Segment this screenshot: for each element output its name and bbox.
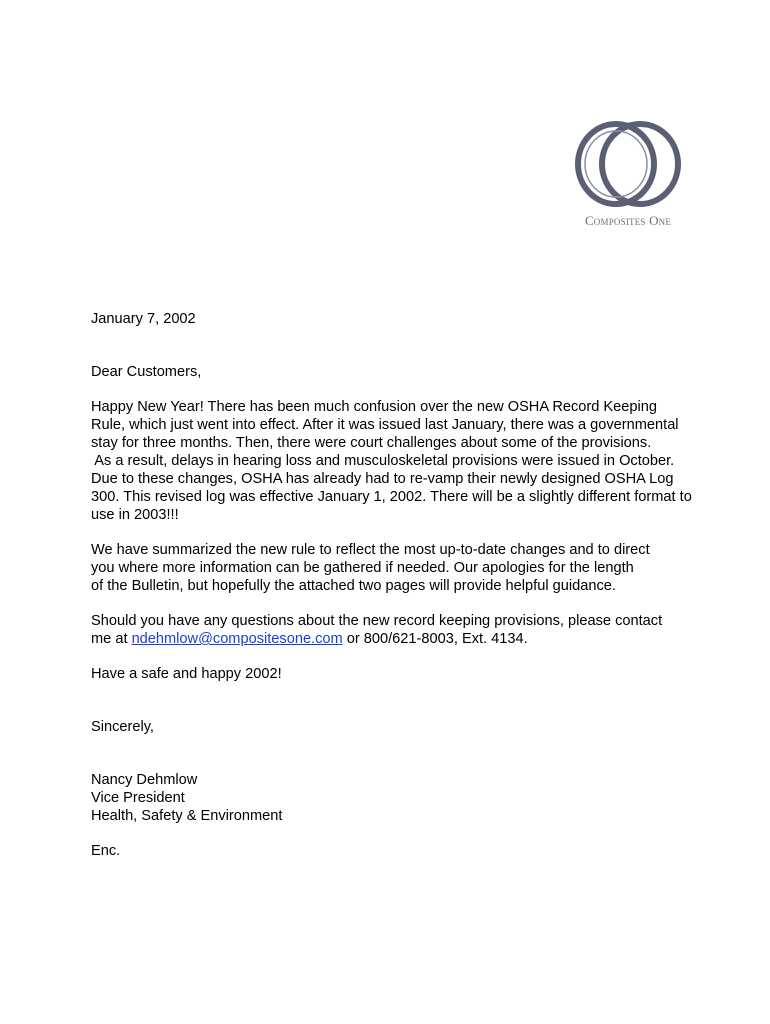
paragraph-2	[91, 541, 741, 595]
paragraph-1-line: stay for three months. Then, there were court challenges about some of the provisions.	[91, 435, 652, 451]
paragraph-1-line: As a result, delays in hearing loss and musculoskeletal provisions were issued in October.	[91, 453, 675, 469]
logo-company-name: Composites One	[584, 213, 672, 228]
paragraph-3-line	[91, 630, 741, 648]
salutation: Dear Customers,	[91, 364, 202, 380]
closing: Sincerely,	[91, 719, 154, 735]
paragraph-2-line: of the Bulletin, but hopefully the attached two pages will provide helpful guidance.	[91, 578, 616, 594]
contact-prefix: me at	[91, 631, 132, 647]
paragraph-1-line: use in 2003!!!	[91, 507, 179, 523]
paragraph-2-line: We have summarized the new rule to reflect the most up-to-date changes and to direct	[91, 542, 650, 558]
letter-date: January 7, 2002	[91, 311, 196, 327]
paragraph-1-line: Happy New Year! There has been much confusion over the new OSHA Record Keeping	[91, 399, 657, 415]
paragraph-1-line: Rule, which just went into effect. After it was issued last January, there was a governmental	[91, 417, 679, 433]
paragraph-1-line: Due to these changes, OSHA has already had to re-vamp their newly designed OSHA Log	[91, 471, 674, 487]
contact-phone: or 800/621-8003, Ext. 4134.	[342, 631, 528, 647]
signer-title: Vice President	[91, 790, 185, 806]
enclosure-note: Enc.	[91, 843, 121, 859]
email-link[interactable]: ndehmlow@compositesone.com	[131, 631, 343, 647]
paragraph-3	[91, 612, 741, 648]
signer-name: Nancy Dehmlow	[91, 772, 198, 788]
paragraph-2-line: you where more information can be gathered if needed. Our apologies for the length	[91, 560, 634, 576]
paragraph-1-line: 300. This revised log was effective January 1, 2002. There will be a slightly different format to	[91, 489, 692, 505]
paragraph-4: Have a safe and happy 2002!	[91, 666, 282, 682]
signer-department: Health, Safety & Environment	[91, 808, 283, 824]
logo-rings-icon	[570, 118, 686, 210]
paragraph-1	[91, 398, 741, 524]
paragraph-3-line: Should you have any questions about the new record keeping provisions, please contact	[91, 613, 663, 629]
company-logo	[566, 118, 690, 230]
letter-body	[91, 310, 741, 860]
